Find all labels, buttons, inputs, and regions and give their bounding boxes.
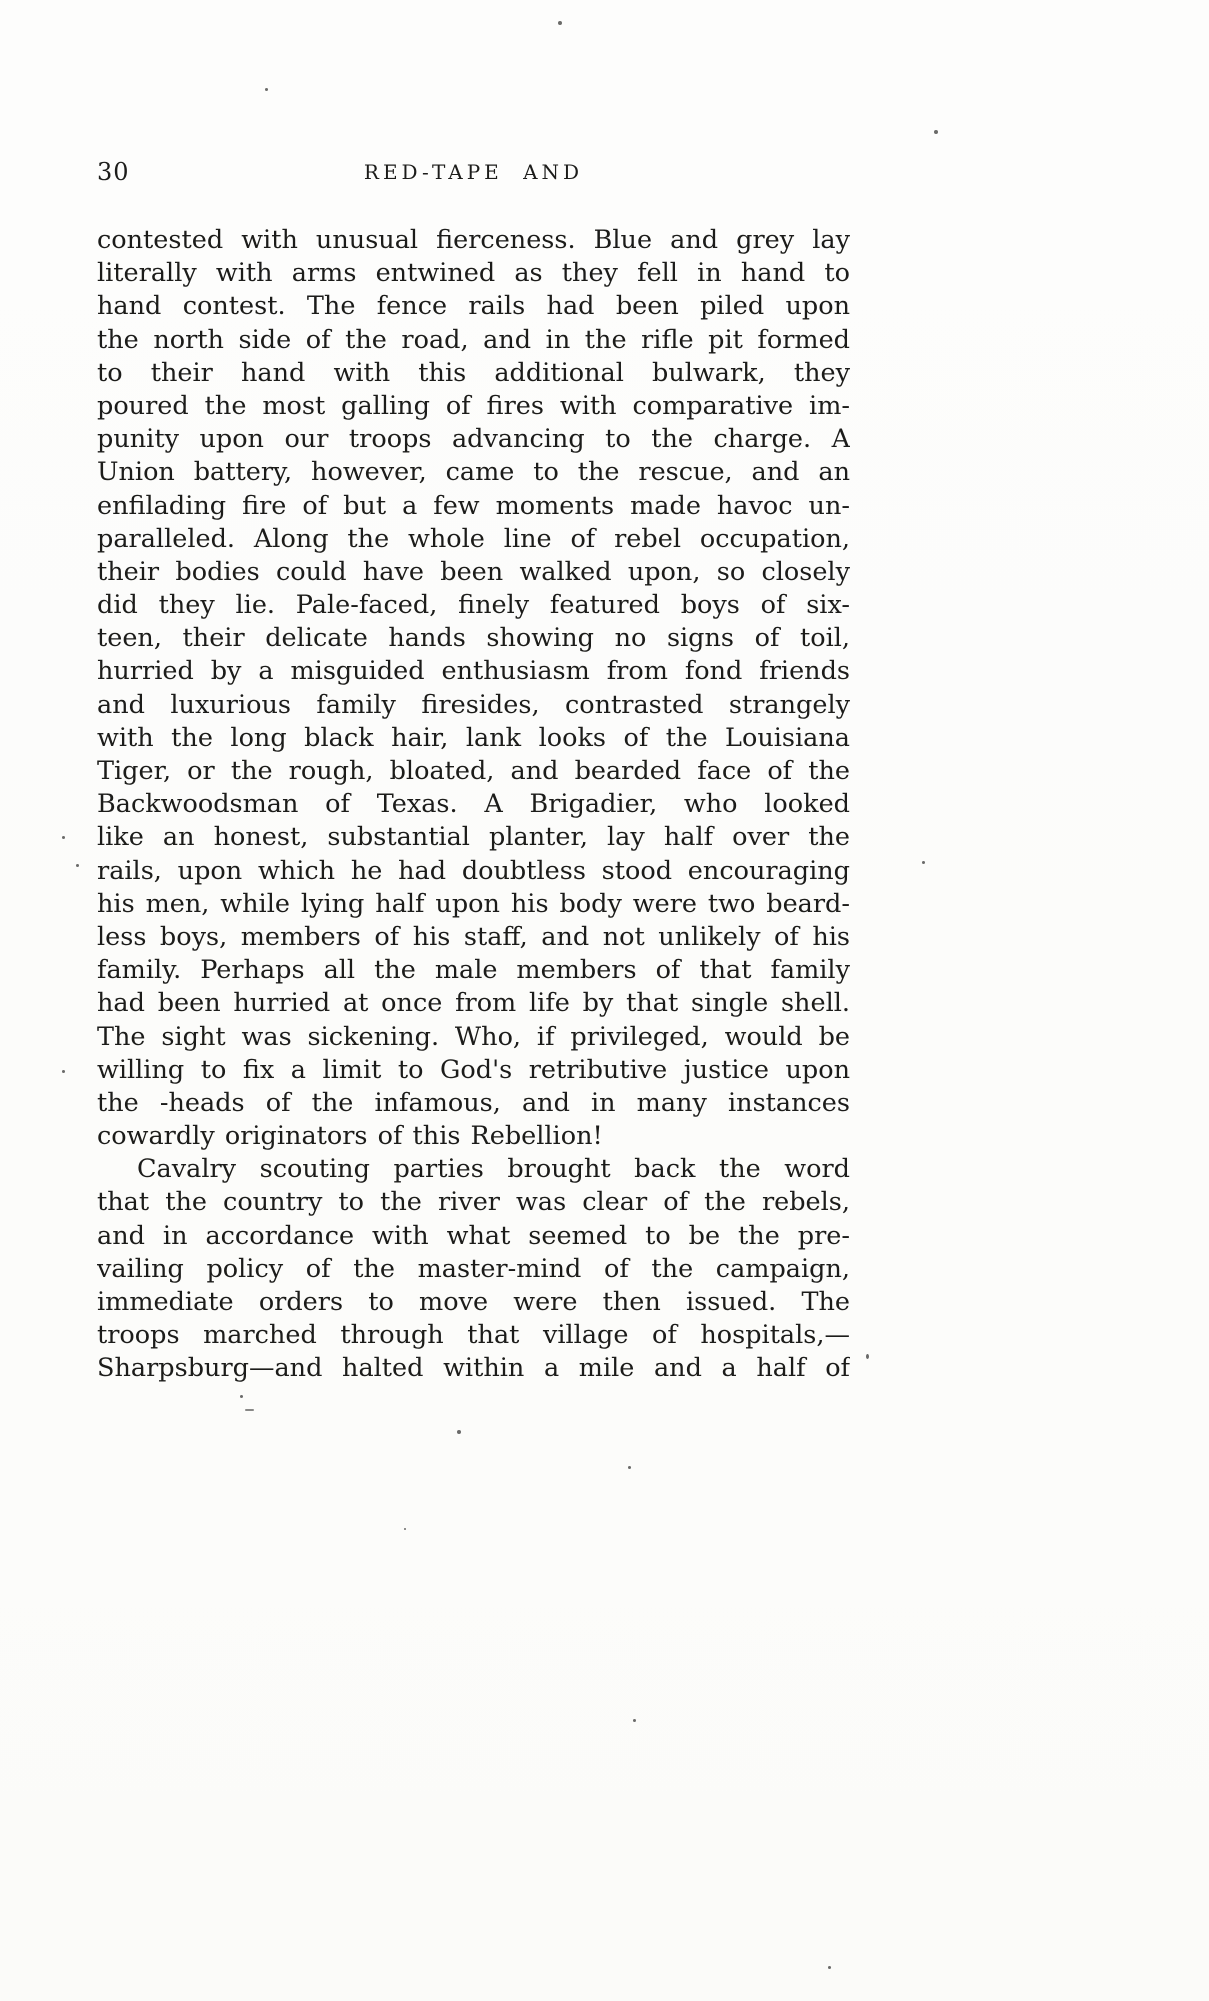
text-line: their bodies could have been walked upon, so closely [97,556,850,587]
scan-speck [265,88,268,91]
text-line: family. Perhaps all the male members of that family [97,955,850,986]
scan-speck [866,1354,869,1359]
text-line: the -heads of the infamous, and in many instances [97,1087,850,1118]
scan-speck [934,130,938,134]
running-header: RED-TAPE AND [363,160,584,184]
text-line: and in accordance with what seemed to be the pre- [97,1220,850,1251]
text-line: less boys, members of his staff, and not unlikely of his [97,921,850,952]
text-line: Sharpsburg—and halted within a mile and a half of [97,1353,850,1384]
text-line: cowardly originators of this Rebellion! [97,1121,603,1152]
scan-speck [628,1466,631,1469]
text-line: immediate orders to move were then issued. The [97,1287,850,1317]
text-line: poured the most galling of fires with comparative im- [97,390,850,421]
page-number: 30 [97,158,130,186]
text-line: troops marched through that village of hospitals,— [97,1320,850,1351]
scan-speck [245,1409,254,1411]
scan-speck [62,1070,65,1073]
text-line: like an honest, substantial planter, lay half over the [97,822,850,853]
scan-speck [62,836,65,839]
paragraph [97,1153,850,1385]
text-line: enfilading fire of but a few moments made havoc un- [97,490,850,521]
text-line: to their hand with this additional bulwark, they [97,357,850,388]
text-line: Backwoodsman of Texas. A Brigadier, who looked [97,789,850,820]
text-line: paralleled. Along the whole line of rebel occupation, [97,523,850,554]
text-line: punity upon our troops advancing to the charge. A [97,424,850,455]
text-line: the north side of the road, and in the rifle pit formed [97,324,850,355]
scan-speck [922,861,925,864]
scan-speck [828,1966,831,1969]
scan-speck [457,1430,461,1434]
scan-speck [404,1528,406,1530]
text-line: Tiger, or the rough, bloated, and bearded face of the [97,756,850,786]
text-line: rails, upon which he had doubtless stood encouraging [97,855,850,886]
text-line: did they lie. Pale-faced, finely featured boys of six- [97,590,850,621]
text-line: and luxurious family firesides, contrasted strangely [97,689,850,720]
page-header [97,158,850,188]
scan-speck [240,1395,243,1398]
scan-speck [558,21,562,25]
text-line: The sight was sickening. Who, if privileged, would be [97,1021,850,1052]
text-line: vailing policy of the master-mind of the campaign, [97,1253,850,1284]
scan-speck [76,864,79,867]
text-line: hurried by a misguided enthusiasm from fond friends [97,656,850,687]
text-line: his men, while lying half upon his body were two beard- [97,888,850,919]
text-line: Cavalry scouting parties brought back the word [137,1154,850,1185]
text-line: Union battery, however, came to the rescue, and an [97,457,850,488]
paragraph [97,224,850,1153]
text-line: willing to fix a limit to God's retributive justice upon [97,1054,850,1085]
text-line: with the long black hair, lank looks of the Louisiana [97,722,850,753]
body-text [97,224,850,1386]
text-line: that the country to the river was clear of the rebels, [97,1187,850,1218]
text-line: contested with unusual fierceness. Blue and grey lay [97,225,850,255]
scan-speck [633,1719,636,1722]
text-line: teen, their delicate hands showing no signs of toil, [97,623,850,654]
text-line: had been hurried at once from life by that single shell. [97,988,850,1019]
text-line: hand contest. The fence rails had been piled upon [97,291,850,322]
text-line: literally with arms entwined as they fell in hand to [97,258,850,289]
